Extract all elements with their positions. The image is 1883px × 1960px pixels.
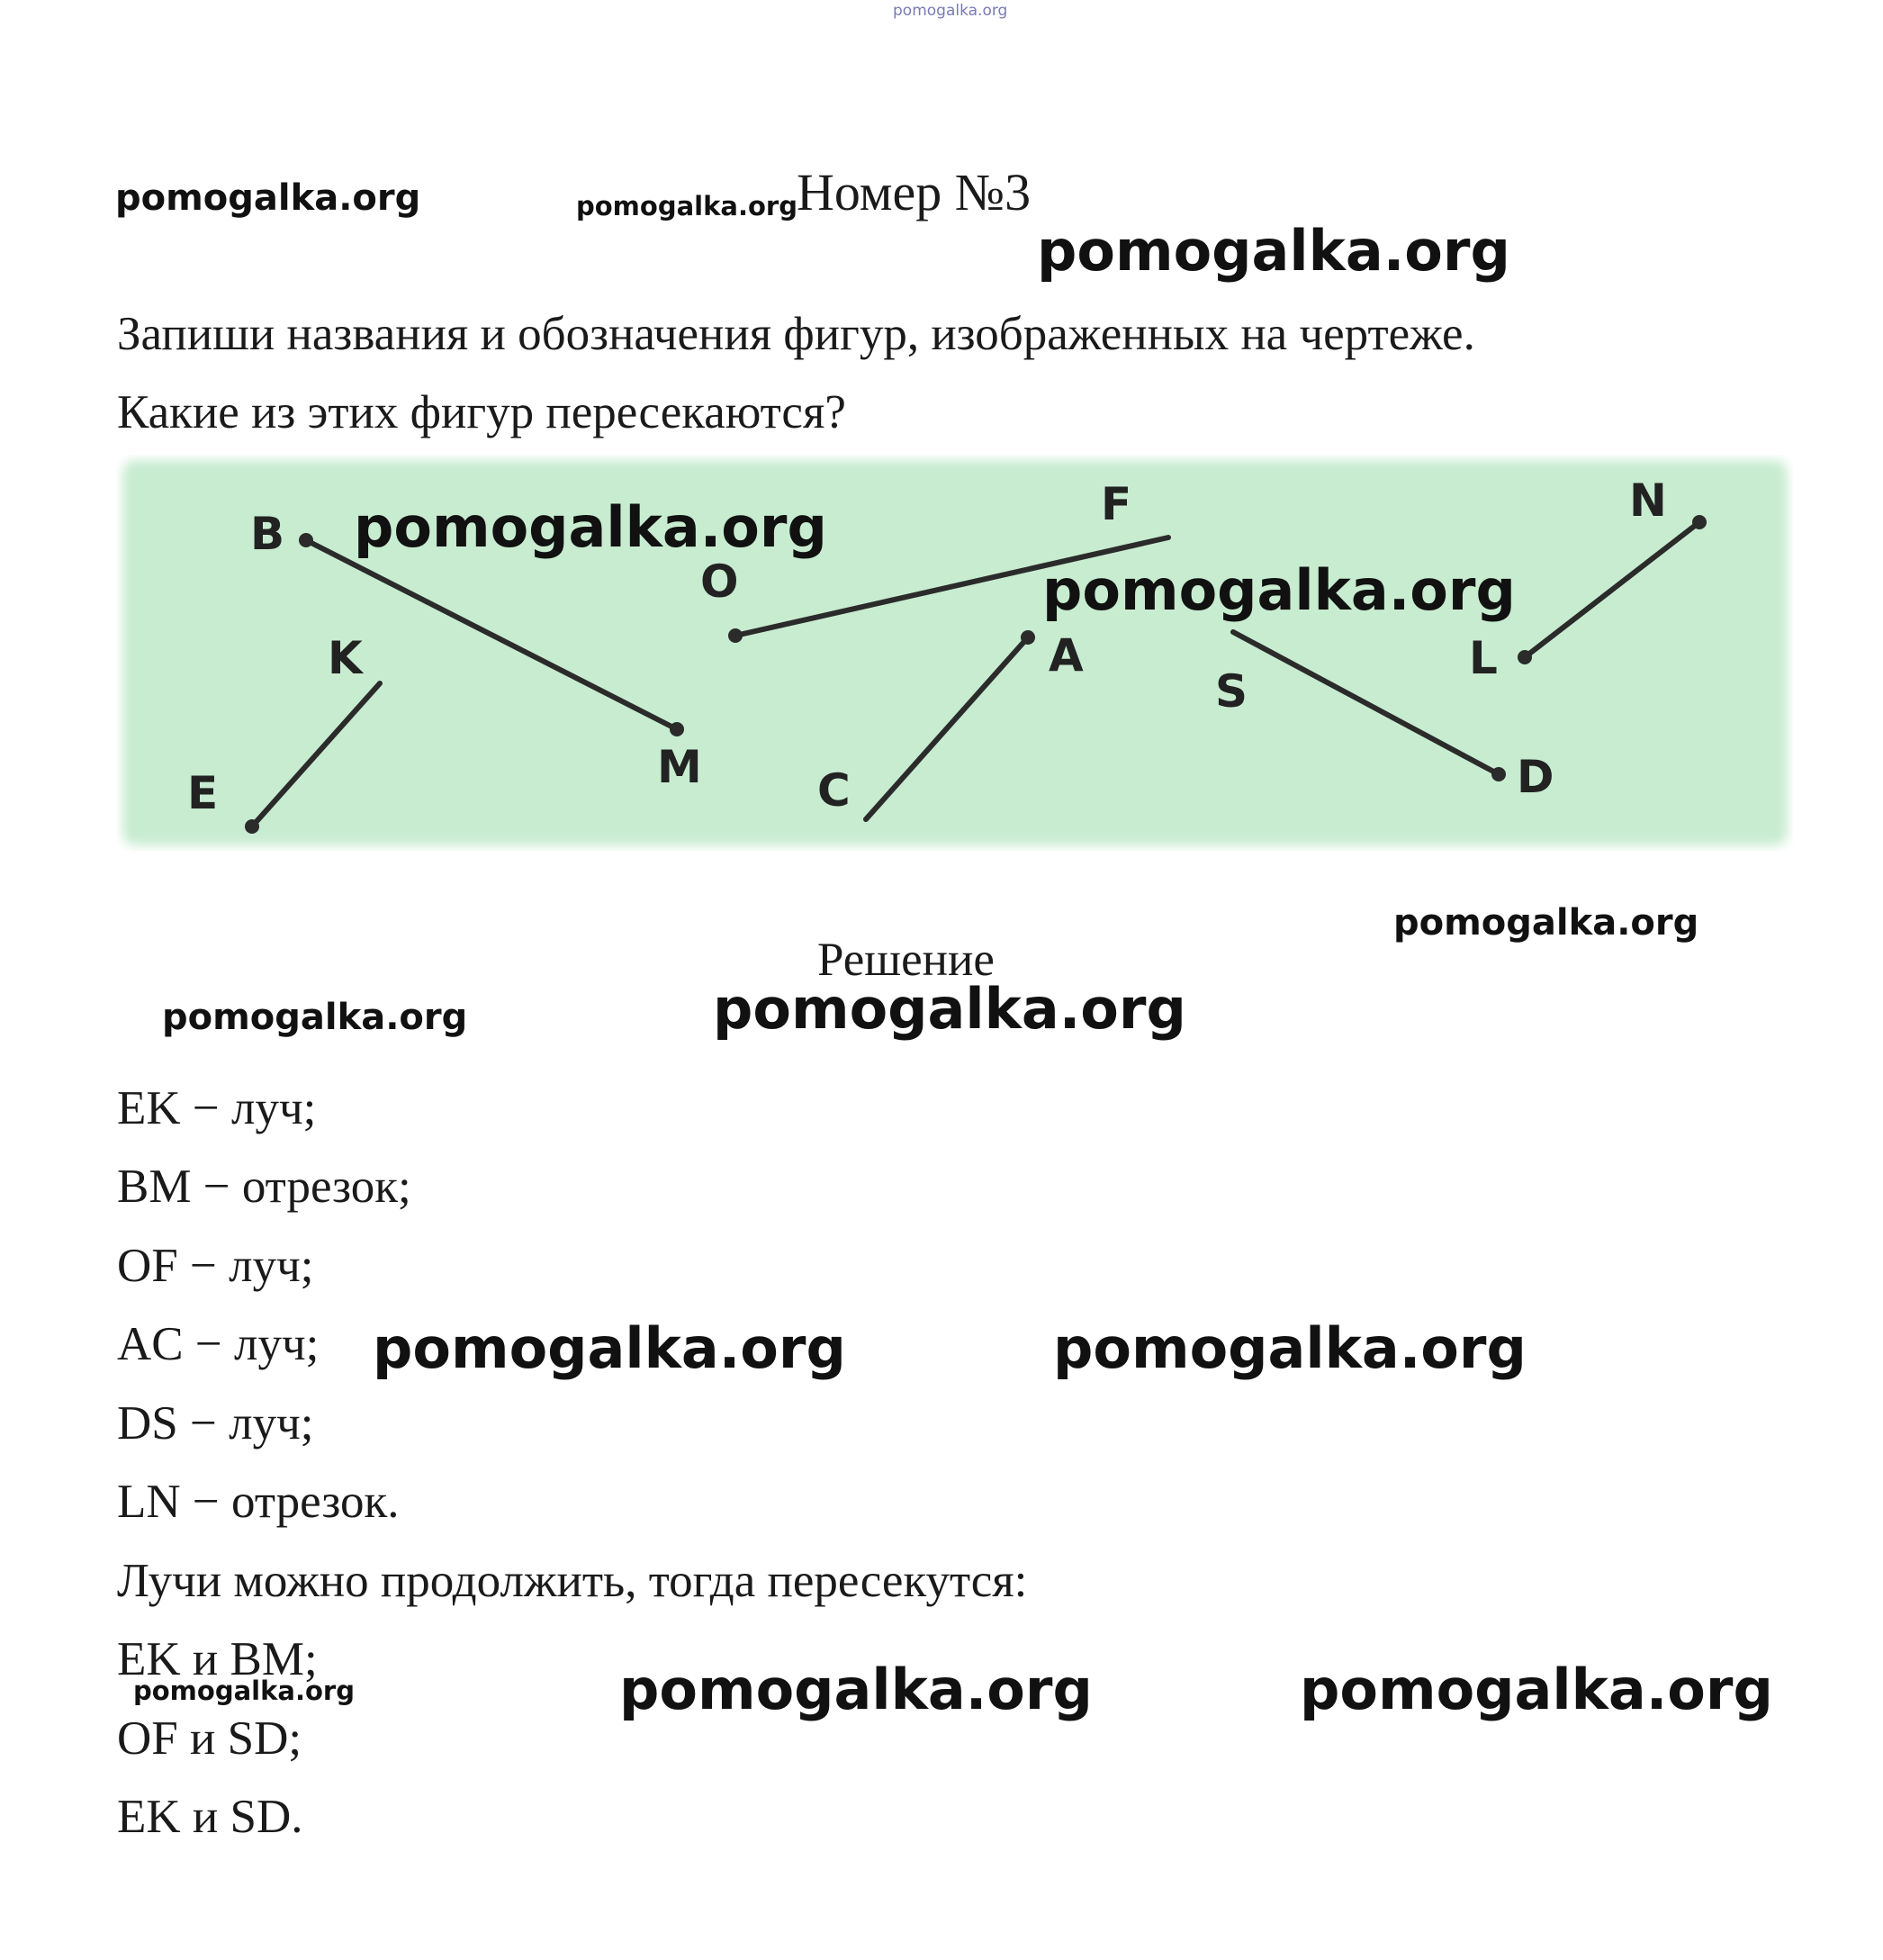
watermark-header-mid: pomogalka.org (576, 191, 797, 221)
answer-line: EK и SD. (117, 1791, 303, 1843)
label-o: O (700, 555, 739, 608)
watermark-answers-right: pomogalka.org (1053, 1315, 1527, 1381)
point-e (245, 819, 259, 834)
label-n: N (1629, 474, 1667, 527)
watermark-bottom-small: pomogalka.org (133, 1675, 355, 1706)
task-line-1: Запиши названия и обозначения фигур, изображенных на чертеже. (117, 308, 1475, 360)
answer-line: AC − луч; (117, 1318, 320, 1370)
answer-line: EK − луч; (117, 1082, 317, 1134)
watermark-top: pomogalka.org (893, 2, 1008, 20)
watermark-header-left: pomogalka.org (115, 177, 421, 219)
label-l: L (1469, 632, 1498, 684)
point-l (1518, 650, 1532, 664)
watermark-solution-center: pomogalka.org (713, 976, 1186, 1042)
answer-line: EK и BM; (117, 1633, 318, 1685)
point-d (1491, 767, 1506, 781)
answer-line: Лучи можно продолжить, тогда пересекутся: (117, 1555, 1028, 1607)
point-n (1692, 515, 1707, 529)
point-o (728, 628, 743, 643)
watermark-right-mid: pomogalka.org (1393, 902, 1699, 944)
task-line-2: Какие из этих фигур пересекаются? (117, 386, 846, 438)
label-e: E (187, 767, 219, 819)
label-f: F (1101, 478, 1132, 530)
label-s: S (1215, 665, 1248, 718)
label-m: M (657, 741, 702, 793)
label-d: D (1517, 751, 1554, 803)
label-a: A (1049, 629, 1084, 682)
watermark-figure-left: pomogalka.org (354, 494, 827, 560)
label-c: C (817, 764, 851, 817)
page-title: Номер №3 (797, 163, 1032, 221)
watermark-answers-mid: pomogalka.org (373, 1315, 846, 1381)
answer-line: OF − луч; (117, 1240, 314, 1292)
watermark-bottom-right: pomogalka.org (1300, 1657, 1773, 1722)
watermark-figure-right: pomogalka.org (1042, 557, 1516, 623)
solution-heading: Решение (817, 934, 995, 986)
label-k: K (328, 632, 363, 684)
label-b: B (250, 508, 285, 560)
watermark-header-right: pomogalka.org (1037, 218, 1510, 284)
point-a (1021, 630, 1035, 645)
answer-line: DS − луч; (117, 1397, 314, 1450)
watermark-bottom-mid: pomogalka.org (619, 1657, 1093, 1722)
point-m (670, 722, 684, 736)
answer-line: LN − отрезок. (117, 1476, 400, 1528)
point-b (299, 533, 313, 547)
answer-line: BM − отрезок; (117, 1161, 411, 1213)
watermark-solution-left: pomogalka.org (162, 997, 468, 1038)
answer-line: OF и SD; (117, 1712, 302, 1765)
